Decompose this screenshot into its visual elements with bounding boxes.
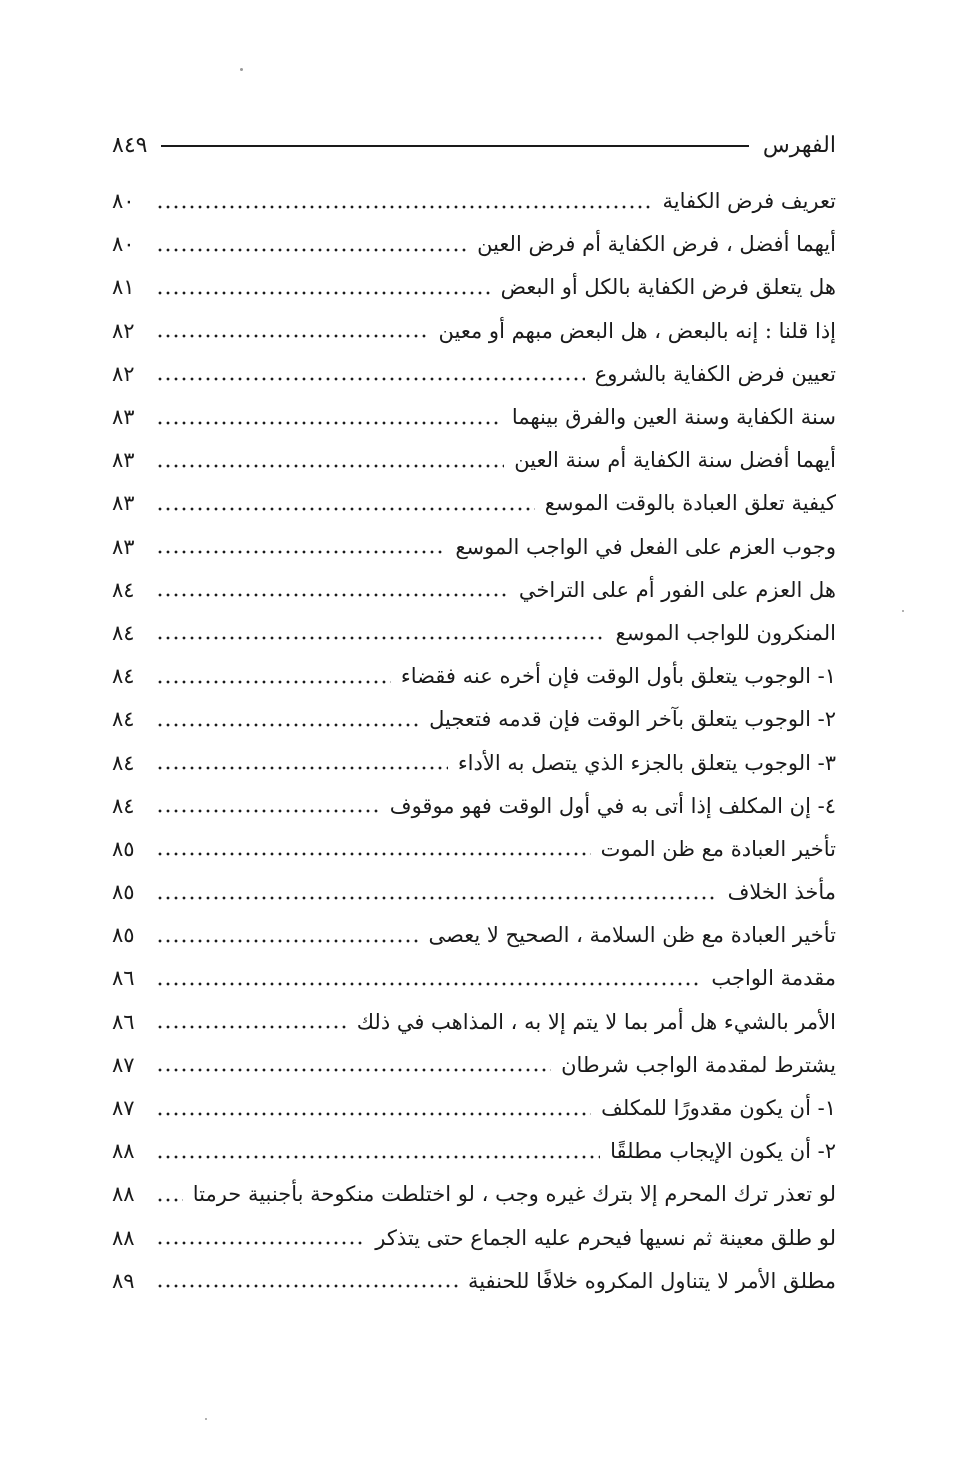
dot-leader: [156, 721, 419, 729]
toc-entry-title: ٢- أن يكون الإيجاب مطلقًا: [610, 1139, 836, 1164]
toc-entry-page: ٨٤: [112, 664, 135, 689]
scan-speck: [205, 1418, 207, 1420]
toc-entry-title: هل العزم على الفور أم على التراخي: [518, 577, 836, 602]
toc-entry: [112, 526, 836, 569]
header-page-number: ٨٤٩: [112, 132, 148, 158]
toc-entry: [112, 871, 836, 914]
toc-entry: [112, 828, 836, 871]
dot-leader: [156, 1023, 347, 1031]
toc-entry-title: تعريف فرض الكفاية: [662, 189, 836, 214]
toc-entry: [112, 741, 836, 784]
header-title: الفهرس: [762, 132, 836, 158]
toc-entry-page: ٨٣: [112, 491, 135, 516]
toc-entry: [112, 439, 836, 482]
toc-entry: [112, 1173, 836, 1216]
toc-entry: [112, 1130, 836, 1173]
toc-entry-page: ٨٧: [112, 1052, 135, 1077]
toc-entry-title: إذا قلنا : إنه بالبعض ، هل البعض مبهم أو معين: [438, 318, 836, 343]
toc-entry-title: كيفية تعلق العبادة بالوقت الموسع: [544, 491, 836, 516]
scan-speck: [902, 610, 904, 612]
dot-leader: [156, 1239, 365, 1247]
toc-entry-page: ٨١: [112, 275, 135, 300]
table-of-contents: [112, 180, 836, 1303]
toc-entry-title: مقدمة الواجب: [711, 966, 836, 991]
toc-entry: [112, 266, 836, 309]
toc-entry: [112, 353, 836, 396]
toc-entry-title: ٢- الوجوب يتعلق بآخر الوقت فإن قدمه فتعجيل: [429, 707, 836, 732]
toc-entry-title: هل يتعلق فرض الكفاية بالكل أو البعض: [500, 275, 836, 300]
dot-leader: [156, 548, 445, 556]
toc-entry-title: الأمر بالشيء هل أمر بما لا يتم إلا به ، المذاهب في ذلك: [356, 1009, 836, 1034]
toc-entry-page: ٨٤: [112, 750, 135, 775]
toc-entry-page: ٨٤: [112, 707, 135, 732]
header-rule: [161, 145, 748, 147]
toc-entry-page: ٨٨: [112, 1139, 135, 1164]
toc-entry-title: يشترط لمقدمة الواجب شرطان: [561, 1052, 836, 1077]
toc-entry-title: تأخير العبادة مع ظن الموت: [600, 836, 836, 861]
dot-leader: [156, 937, 419, 945]
toc-entry: [112, 1001, 836, 1044]
toc-entry: [112, 396, 836, 439]
toc-entry-page: ٨٨: [112, 1225, 135, 1250]
toc-entry-page: ٨٦: [112, 1009, 135, 1034]
toc-entry-title: ٣- الوجوب يتعلق بالجزء الذي يتصل به الأداء: [457, 750, 836, 775]
toc-entry: [112, 1217, 836, 1260]
toc-entry-page: ٨٢: [112, 318, 135, 343]
dot-leader: [156, 1282, 458, 1290]
dot-leader: [156, 894, 718, 902]
toc-entry: [112, 310, 836, 353]
toc-entry: [112, 1260, 836, 1303]
toc-entry: [112, 180, 836, 223]
dot-leader: [156, 419, 502, 427]
toc-entry: [112, 223, 836, 266]
toc-entry-title: وجوب العزم على الفعل في الواجب الموسع: [455, 534, 836, 559]
toc-entry-title: لو طلق معينة ثم نسيها فيحرم عليه الجماع حتى يتذكر: [375, 1225, 836, 1250]
toc-entry-title: مطلق الأمر لا يتناول المكروه خلافًا للحنفية: [467, 1268, 836, 1293]
dot-leader: [156, 1196, 183, 1204]
toc-entry-title: أيهما أفضل سنة الكفاية أم سنة العين: [514, 448, 836, 473]
dot-leader: [156, 375, 585, 383]
scan-speck: [240, 68, 243, 71]
toc-entry-title: ١- أن يكون مقدورًا للمكلف: [601, 1096, 836, 1121]
toc-entry-page: ٨٣: [112, 534, 135, 559]
toc-entry: [112, 914, 836, 957]
toc-entry-page: ٨٤: [112, 620, 135, 645]
dot-leader: [156, 462, 504, 470]
dot-leader: [156, 1066, 551, 1074]
dot-leader: [156, 332, 429, 340]
toc-entry-page: ٨٦: [112, 966, 135, 991]
toc-entry: [112, 655, 836, 698]
toc-entry: [112, 1044, 836, 1087]
toc-entry-title: تعيين فرض الكفاية بالشروع: [594, 361, 836, 386]
toc-entry-title: تأخير العبادة مع ظن السلامة ، الصحيح لا يعصى: [428, 923, 836, 948]
toc-entry-title: سنة الكفاية وسنة العين والفرق بينهما: [511, 405, 836, 430]
dot-leader: [156, 807, 380, 815]
toc-entry: [112, 957, 836, 1000]
dot-leader: [156, 591, 509, 599]
toc-entry-title: مأخذ الخلاف: [727, 880, 836, 905]
toc-entry-title: لو تعذر ترك المحرم إلا بترك غيره وجب ، لو اختلطت منكوحة بأجنبية حرمتا: [192, 1182, 836, 1207]
dot-leader: [156, 764, 448, 772]
toc-entry-page: ٨٩: [112, 1268, 135, 1293]
toc-entry: [112, 569, 836, 612]
toc-entry-page: ٨٣: [112, 405, 135, 430]
dot-leader: [156, 289, 491, 297]
toc-entry-page: ٨٤: [112, 577, 135, 602]
dot-leader: [156, 1153, 600, 1161]
running-header: [112, 125, 836, 165]
dot-leader: [156, 678, 391, 686]
toc-entry-page: ٨٢: [112, 361, 135, 386]
dot-leader: [156, 1110, 591, 1118]
dot-leader: [156, 505, 535, 513]
toc-entry: [112, 612, 836, 655]
toc-entry: [112, 482, 836, 525]
toc-entry: [112, 1087, 836, 1130]
toc-entry-page: ٨٥: [112, 880, 135, 905]
toc-entry-page: ٨٥: [112, 836, 135, 861]
toc-entry: [112, 785, 836, 828]
toc-entry: [112, 698, 836, 741]
toc-entry-title: ٤- إن المكلف إذا أتى به في أول الوقت فهو موقوف: [389, 793, 836, 818]
toc-entry-page: ٨٧: [112, 1096, 135, 1121]
dot-leader: [156, 980, 701, 988]
dot-leader: [156, 203, 653, 211]
toc-entry-page: ٨٠: [112, 189, 135, 214]
toc-entry-page: ٨٣: [112, 448, 135, 473]
dot-leader: [156, 634, 606, 642]
toc-entry-page: ٨٤: [112, 793, 135, 818]
toc-entry-page: ٨٠: [112, 232, 135, 257]
toc-entry-page: ٨٨: [112, 1182, 135, 1207]
toc-entry-page: ٨٥: [112, 923, 135, 948]
dot-leader: [156, 850, 591, 858]
toc-entry-title: المنكرون للواجب الموسع: [615, 620, 836, 645]
toc-entry-title: ١- الوجوب يتعلق بأول الوقت فإن أخره عنه فقضاء: [400, 664, 836, 689]
toc-entry-title: أيهما أفضل ، فرض الكفاية أم فرض العين: [477, 232, 836, 257]
dot-leader: [156, 246, 467, 254]
